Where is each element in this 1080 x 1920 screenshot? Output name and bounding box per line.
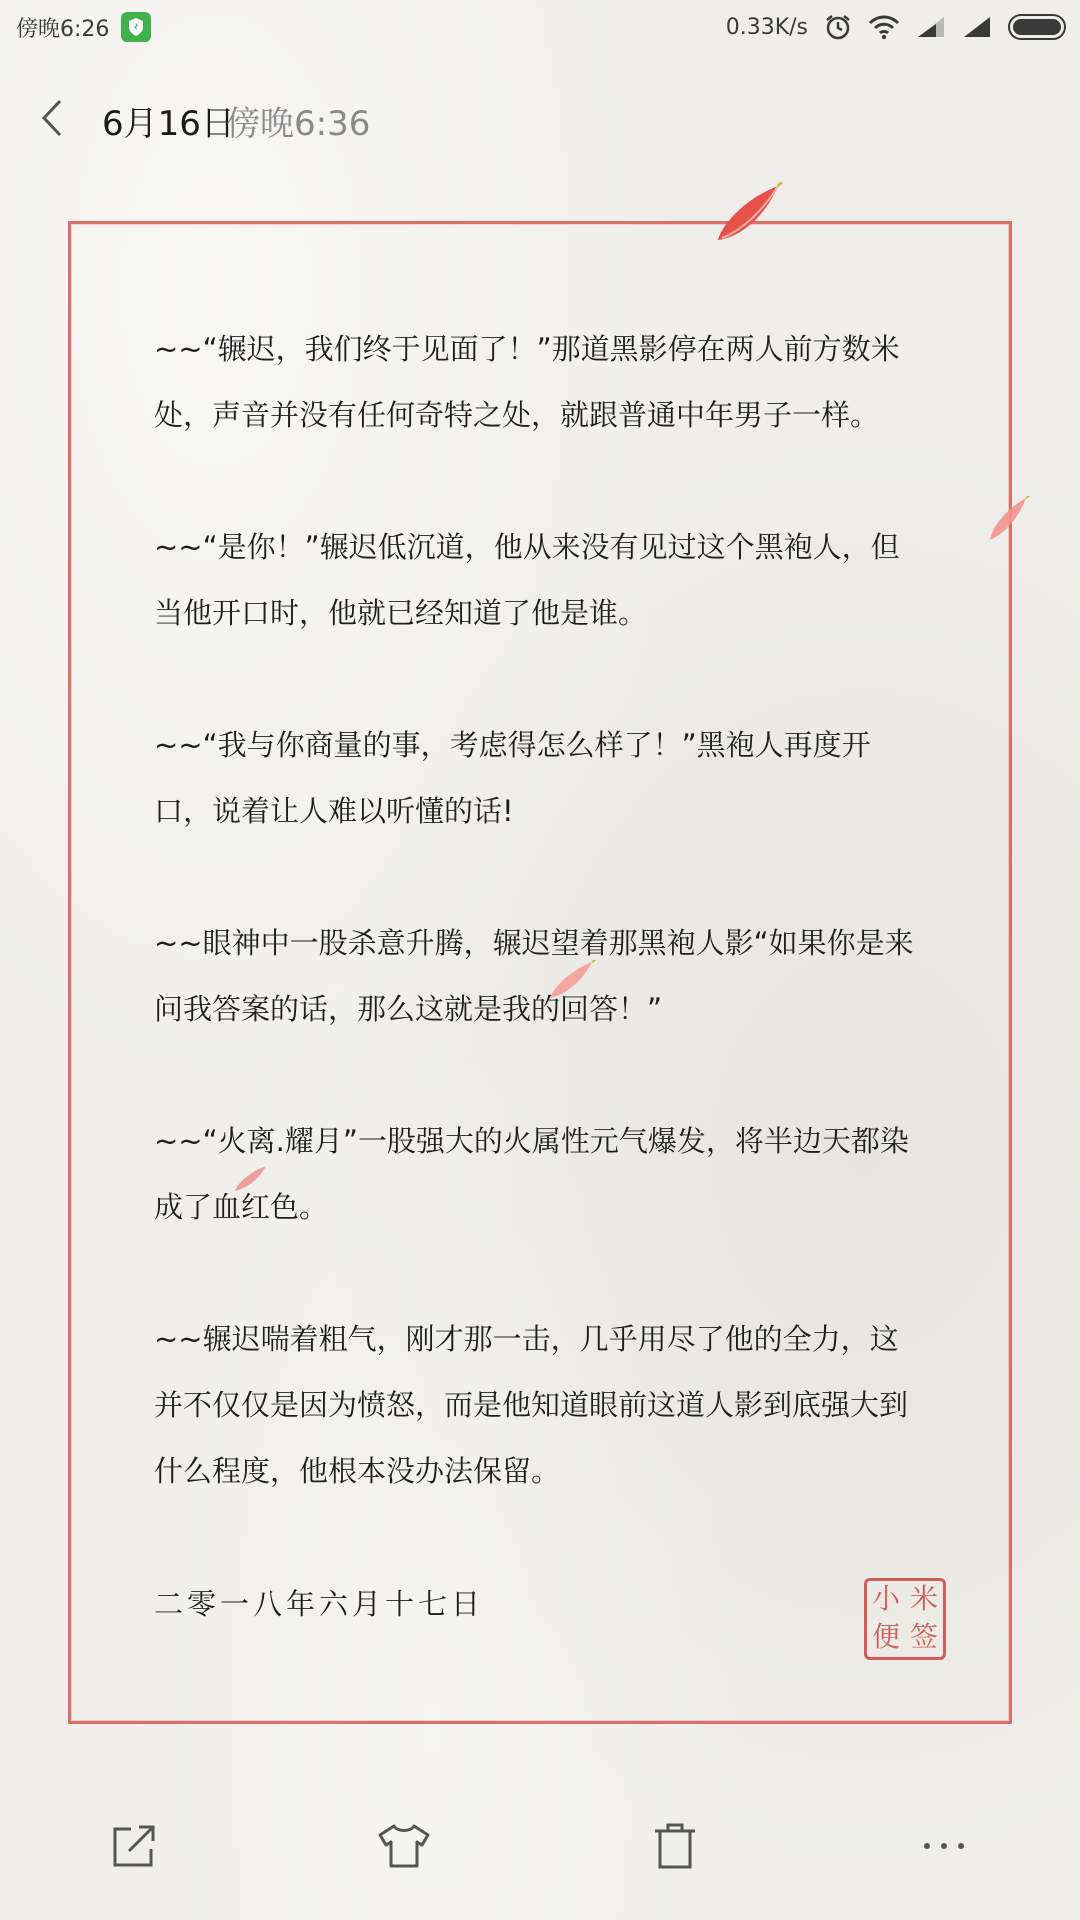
battery-fill: [1013, 19, 1061, 35]
theme-shirt-icon: [376, 1823, 432, 1869]
status-time: 傍晚6:26: [16, 16, 110, 42]
battery-icon: [1008, 14, 1066, 40]
seal-char: 米: [909, 1582, 938, 1615]
security-shield-icon: [121, 12, 151, 42]
delete-icon: [653, 1822, 697, 1870]
more-button[interactable]: [914, 1816, 974, 1876]
share-icon: [111, 1823, 157, 1869]
seal-char: 签: [909, 1620, 938, 1653]
net-speed: 0.33K/s: [725, 14, 808, 40]
xiaomi-notes-seal: [864, 1578, 946, 1660]
status-right: [726, 13, 1066, 41]
signal-icon: [916, 15, 946, 39]
petal-icon: [712, 182, 784, 244]
share-button[interactable]: [104, 1816, 164, 1876]
note-paragraph: ~~眼神中一股杀意升腾，辗迟望着那黑袍人影“如果你是来问我答案的话，那么这就是我的回答！”: [154, 926, 914, 1026]
petal-icon: [986, 496, 1030, 544]
chevron-left-icon: [40, 98, 64, 138]
seal-char: 小: [871, 1582, 900, 1615]
status-bar: [0, 0, 1080, 54]
more-icon: [922, 1840, 966, 1852]
note-header: [0, 90, 1080, 146]
signature-date: 二零一八年六月十七日: [154, 1587, 485, 1621]
theme-button[interactable]: [374, 1816, 434, 1876]
back-button[interactable]: [34, 96, 70, 140]
bottom-toolbar: [0, 1816, 1080, 1896]
alarm-icon: [824, 13, 852, 41]
note-paragraph: ~~“辗迟，我们终于见面了！”那道黑影停在两人前方数米处，声音并没有任何奇特之处，就跟普通中年男子一样。: [154, 332, 900, 432]
wifi-icon: [868, 14, 900, 40]
note-time: 傍晚6:36: [226, 104, 371, 144]
note-paragraph: ~~辗迟喘着粗气，刚才那一击，几乎用尽了他的全力，这并不仅仅是因为愤怒，而是他知道眼前这道人影到底强大到什么程度，他根本没办法保留。: [154, 1322, 909, 1488]
signal-icon: [962, 15, 992, 39]
note-body[interactable]: [154, 316, 924, 1570]
note-paragraph: ~~“火离.耀月”一股强大的火属性元气爆发，将半边天都染成了血红色。: [154, 1124, 909, 1224]
note-paragraph: ~~“我与你商量的事，考虑得怎么样了！”黑袍人再度开口，说着让人难以听懂的话!: [154, 728, 871, 828]
note-paragraph: ~~“是你！”辗迟低沉道，他从来没有见过这个黑袍人，但当他开口时，他就已经知道了他是谁。: [154, 530, 900, 630]
status-left: [16, 12, 151, 43]
seal-char: 便: [871, 1620, 900, 1653]
delete-button[interactable]: [645, 1816, 705, 1876]
note-date: 6月16日: [102, 104, 235, 144]
